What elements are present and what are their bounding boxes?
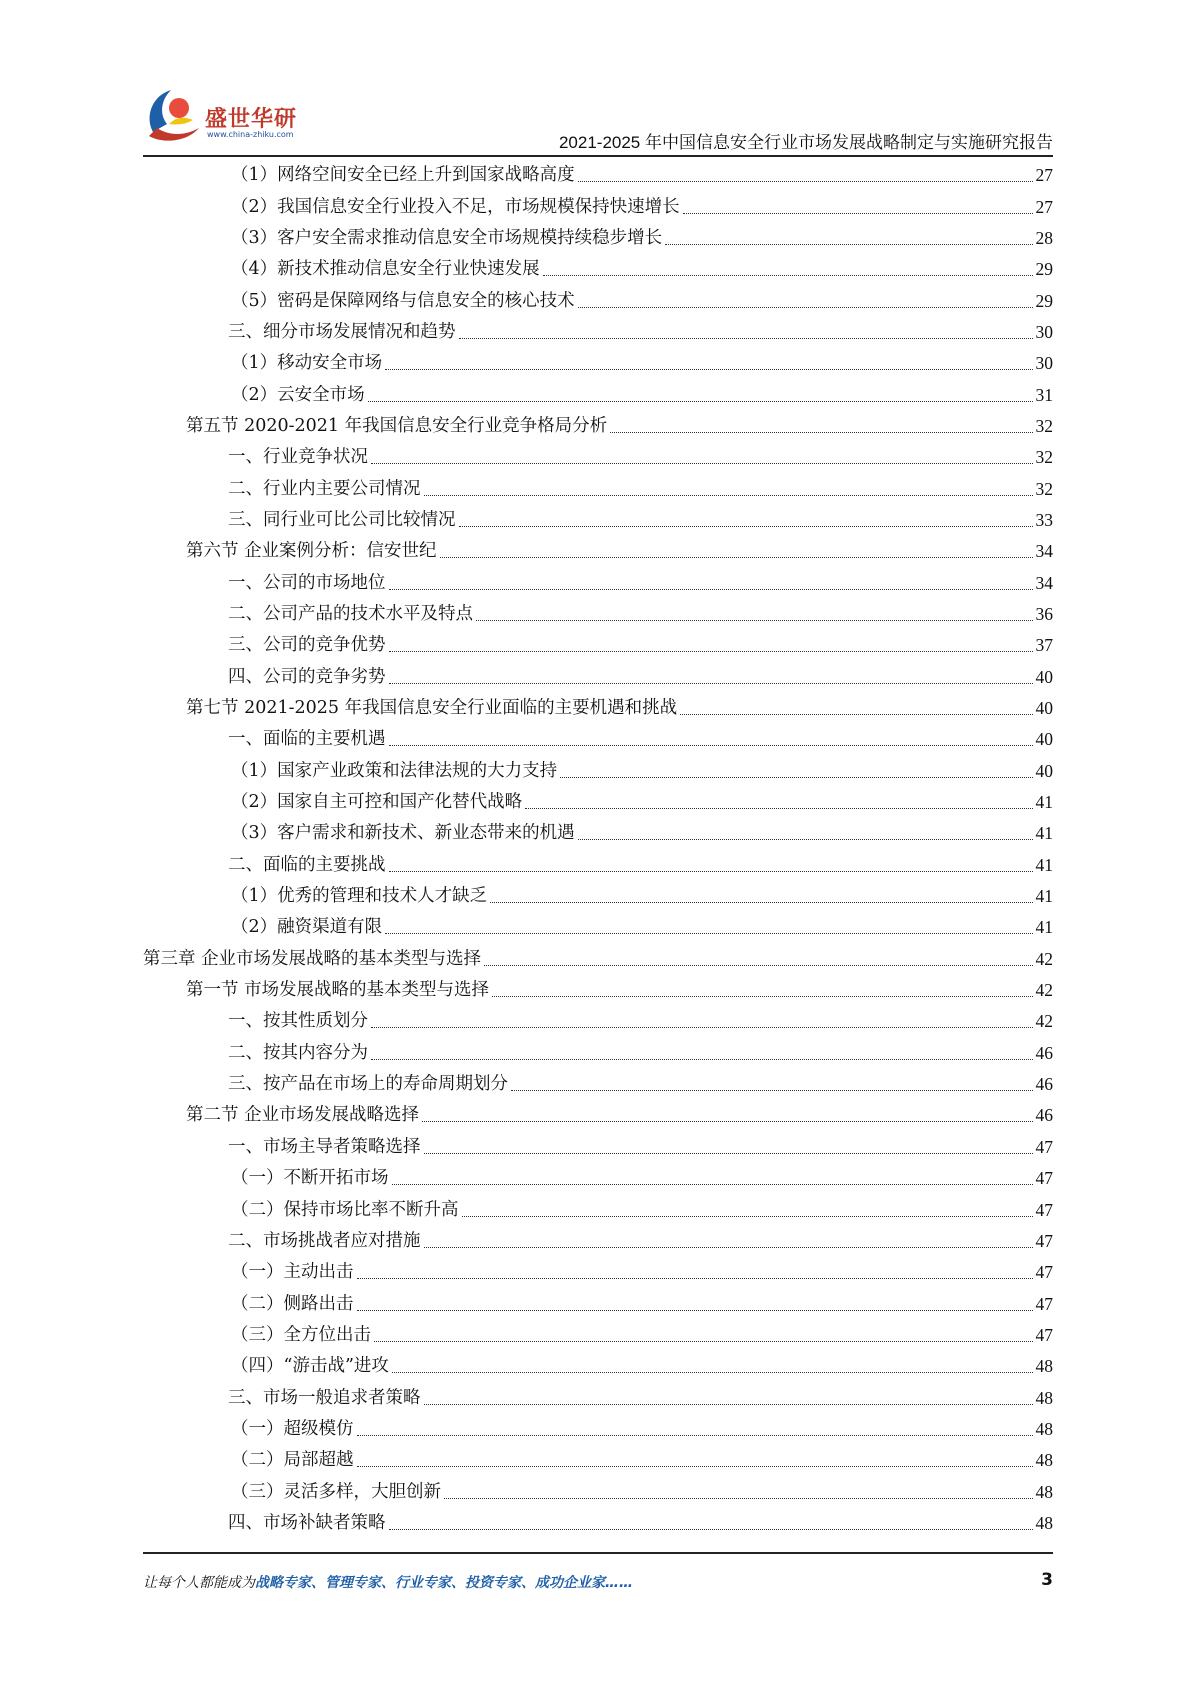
toc-entry-label: （一）不断开拓市场 bbox=[231, 1168, 389, 1189]
toc-leader-dots bbox=[543, 275, 1033, 276]
toc-entry-page: 41 bbox=[1035, 854, 1053, 875]
toc-entry-label: （5）密码是保障网络与信息安全的核心技术 bbox=[231, 290, 575, 311]
toc-leader-dots bbox=[490, 902, 1032, 903]
toc-leader-dots bbox=[492, 996, 1032, 997]
toc-entry-label: （1）网络空间安全已经上升到国家战略高度 bbox=[231, 165, 575, 186]
toc-leader-dots bbox=[578, 181, 1033, 182]
toc-entry-label: （4）新技术推动信息安全行业快速发展 bbox=[231, 259, 540, 280]
toc-entry-label: 第二节 企业市场发展战略选择 bbox=[186, 1105, 420, 1126]
toc-entry-page: 46 bbox=[1035, 1042, 1053, 1063]
toc-leader-dots bbox=[385, 933, 1032, 934]
toc-entry-page: 34 bbox=[1035, 572, 1053, 593]
toc-leader-dots bbox=[389, 683, 1033, 684]
toc-leader-dots bbox=[368, 401, 1033, 402]
toc-entry-label: 四、公司的竞争劣势 bbox=[228, 666, 386, 687]
toc-entry-label: （2）云安全市场 bbox=[231, 384, 365, 405]
toc-leader-dots bbox=[357, 1278, 1033, 1279]
toc-leader-dots bbox=[459, 338, 1033, 339]
toc-entry-page: 40 bbox=[1035, 698, 1053, 719]
table-of-contents bbox=[143, 160, 1053, 1539]
toc-entry-page: 48 bbox=[1035, 1512, 1053, 1533]
toc-entry-label: （2）融资渠道有限 bbox=[231, 917, 383, 938]
toc-entry[interactable] bbox=[143, 662, 1053, 693]
toc-entry-page: 47 bbox=[1035, 1324, 1053, 1345]
toc-entry-label: 三、同行业可比公司比较情况 bbox=[228, 509, 456, 530]
toc-leader-dots bbox=[357, 1310, 1033, 1311]
toc-entry-page: 41 bbox=[1035, 917, 1053, 938]
toc-entry-label: （2）我国信息安全行业投入不足，市场规模保持快速增长 bbox=[231, 196, 680, 217]
toc-entry-page: 27 bbox=[1035, 196, 1053, 217]
toc-entry[interactable] bbox=[143, 1288, 1053, 1319]
page-header bbox=[143, 84, 1053, 154]
toc-entry-page: 47 bbox=[1035, 1262, 1053, 1283]
toc-leader-dots bbox=[680, 714, 1032, 715]
toc-entry[interactable] bbox=[143, 567, 1053, 598]
toc-entry-page: 34 bbox=[1035, 541, 1053, 562]
toc-entry-page: 42 bbox=[1035, 980, 1053, 1001]
toc-entry-label: 二、面临的主要挑战 bbox=[228, 854, 386, 875]
toc-entry-label: （三）灵活多样，大胆创新 bbox=[231, 1481, 441, 1502]
toc-entry[interactable] bbox=[143, 1006, 1053, 1037]
footer-slogan-prefix: 让每个人都能成为 bbox=[143, 1575, 255, 1591]
toc-entry-label: 一、面临的主要机遇 bbox=[228, 729, 386, 750]
toc-entry[interactable] bbox=[143, 505, 1053, 536]
toc-leader-dots bbox=[371, 463, 1033, 464]
toc-entry-page: 41 bbox=[1035, 886, 1053, 907]
toc-entry-label: （三）全方位出击 bbox=[231, 1324, 371, 1345]
toc-entry-page: 30 bbox=[1035, 353, 1053, 374]
toc-leader-dots bbox=[511, 1090, 1033, 1091]
toc-entry-label: （四）“游击战”进攻 bbox=[231, 1356, 389, 1377]
toc-entry[interactable] bbox=[143, 975, 1053, 1006]
toc-entry-page: 46 bbox=[1035, 1074, 1053, 1095]
toc-entry-page: 42 bbox=[1035, 1011, 1053, 1032]
toc-entry[interactable] bbox=[143, 693, 1053, 724]
toc-leader-dots bbox=[424, 495, 1033, 496]
toc-leader-dots bbox=[476, 620, 1033, 621]
toc-entry-label: 三、按产品在市场上的寿命周期划分 bbox=[228, 1074, 508, 1095]
toc-entry[interactable] bbox=[143, 317, 1053, 348]
logo-emblem-icon bbox=[143, 84, 207, 146]
toc-leader-dots bbox=[525, 808, 1032, 809]
toc-entry-page: 48 bbox=[1035, 1387, 1053, 1408]
toc-entry-label: （3）客户安全需求推动信息安全市场规模持续稳步增长 bbox=[231, 227, 663, 248]
toc-leader-dots bbox=[578, 839, 1033, 840]
toc-entry[interactable] bbox=[143, 850, 1053, 881]
toc-entry-page: 48 bbox=[1035, 1356, 1053, 1377]
toc-leader-dots bbox=[424, 1153, 1033, 1154]
toc-entry[interactable] bbox=[143, 1414, 1053, 1445]
toc-leader-dots bbox=[424, 1404, 1033, 1405]
toc-entry-page: 41 bbox=[1035, 823, 1053, 844]
toc-entry[interactable] bbox=[143, 536, 1053, 567]
toc-entry[interactable] bbox=[143, 1508, 1053, 1539]
toc-leader-dots bbox=[424, 1247, 1033, 1248]
logo-text: 盛世华研 bbox=[205, 107, 298, 132]
toc-entry-label: 第五节 2020-2021 年我国信息安全行业竞争格局分析 bbox=[186, 415, 608, 436]
page-number: 3 bbox=[1041, 1570, 1053, 1590]
page-footer bbox=[143, 1572, 1053, 1596]
footer-slogan bbox=[143, 1572, 633, 1592]
toc-entry-page: 47 bbox=[1035, 1293, 1053, 1314]
toc-entry-page: 31 bbox=[1035, 384, 1053, 405]
toc-entry-page: 48 bbox=[1035, 1450, 1053, 1471]
toc-leader-dots bbox=[610, 432, 1032, 433]
toc-leader-dots bbox=[560, 777, 1032, 778]
toc-leader-dots bbox=[665, 244, 1032, 245]
toc-entry-page: 29 bbox=[1035, 259, 1053, 280]
footer-slogan-highlight: 战略专家、管理专家、行业专家、投资专家、成功企业家…… bbox=[255, 1575, 633, 1591]
toc-entry[interactable] bbox=[143, 191, 1053, 222]
toc-leader-dots bbox=[683, 213, 1033, 214]
toc-entry-label: 三、公司的竞争优势 bbox=[228, 635, 386, 656]
toc-entry[interactable] bbox=[143, 1445, 1053, 1476]
toc-entry[interactable] bbox=[143, 160, 1053, 191]
toc-leader-dots bbox=[444, 1498, 1033, 1499]
toc-entry-page: 40 bbox=[1035, 729, 1053, 750]
logo-url: www.china-zhiku.com bbox=[207, 130, 294, 139]
toc-entry-label: （3）客户需求和新技术、新业态带来的机遇 bbox=[231, 823, 575, 844]
toc-entry[interactable] bbox=[143, 1194, 1053, 1225]
toc-entry-label: （一）主动出击 bbox=[231, 1262, 354, 1283]
toc-entry-page: 32 bbox=[1035, 415, 1053, 436]
toc-entry[interactable] bbox=[143, 1132, 1053, 1163]
toc-entry[interactable] bbox=[143, 599, 1053, 630]
toc-entry-label: 一、按其性质划分 bbox=[228, 1011, 368, 1032]
toc-entry[interactable] bbox=[143, 348, 1053, 379]
toc-entry[interactable] bbox=[143, 285, 1053, 316]
toc-entry-page: 47 bbox=[1035, 1168, 1053, 1189]
toc-entry-page: 48 bbox=[1035, 1481, 1053, 1502]
toc-entry[interactable] bbox=[143, 1382, 1053, 1413]
toc-entry-label: 一、市场主导者策略选择 bbox=[228, 1136, 421, 1157]
toc-entry-label: 第三章 企业市场发展战略的基本类型与选择 bbox=[143, 948, 482, 969]
toc-entry[interactable] bbox=[143, 1476, 1053, 1507]
toc-entry-page: 41 bbox=[1035, 792, 1053, 813]
toc-entry[interactable] bbox=[143, 756, 1053, 787]
toc-leader-dots bbox=[371, 1059, 1033, 1060]
toc-leader-dots bbox=[484, 965, 1032, 966]
toc-entry[interactable] bbox=[143, 379, 1053, 410]
toc-entry-label: （一）超级模仿 bbox=[231, 1418, 354, 1439]
toc-leader-dots bbox=[392, 1372, 1033, 1373]
toc-entry[interactable] bbox=[143, 881, 1053, 912]
toc-entry-label: 一、行业竞争状况 bbox=[228, 447, 368, 468]
toc-entry-page: 36 bbox=[1035, 603, 1053, 624]
toc-entry[interactable] bbox=[143, 724, 1053, 755]
toc-entry[interactable] bbox=[143, 1257, 1053, 1288]
toc-entry[interactable] bbox=[143, 223, 1053, 254]
toc-leader-dots bbox=[422, 1121, 1032, 1122]
toc-entry[interactable] bbox=[143, 1100, 1053, 1131]
toc-entry-page: 32 bbox=[1035, 447, 1053, 468]
report-title: 2021-2025 年中国信息安全行业市场发展战略制定与实施研究报告 bbox=[558, 133, 1053, 152]
header-divider bbox=[143, 155, 1053, 157]
toc-entry-label: 二、行业内主要公司情况 bbox=[228, 478, 421, 499]
toc-entry-page: 40 bbox=[1035, 760, 1053, 781]
toc-entry-page: 42 bbox=[1035, 948, 1053, 969]
toc-entry-label: （二）保持市场比率不断升高 bbox=[231, 1199, 459, 1220]
toc-entry-label: 第七节 2021-2025 年我国信息安全行业面临的主要机遇和挑战 bbox=[186, 698, 678, 719]
toc-entry-label: 二、按其内容分为 bbox=[228, 1042, 368, 1063]
toc-leader-dots bbox=[389, 745, 1033, 746]
toc-leader-dots bbox=[374, 1341, 1033, 1342]
toc-entry-page: 47 bbox=[1035, 1230, 1053, 1251]
toc-leader-dots bbox=[357, 1466, 1033, 1467]
toc-entry[interactable] bbox=[143, 630, 1053, 661]
toc-entry[interactable] bbox=[143, 473, 1053, 504]
toc-leader-dots bbox=[357, 1435, 1033, 1436]
toc-entry[interactable] bbox=[143, 818, 1053, 849]
toc-entry-label: （1）优秀的管理和技术人才缺乏 bbox=[231, 886, 488, 907]
footer-divider bbox=[143, 1552, 1053, 1554]
toc-entry[interactable] bbox=[143, 1226, 1053, 1257]
toc-leader-dots bbox=[459, 526, 1033, 527]
toc-entry-page: 27 bbox=[1035, 165, 1053, 186]
toc-entry-label: （2）国家自主可控和国产化替代战略 bbox=[231, 792, 523, 813]
toc-entry-page: 28 bbox=[1035, 227, 1053, 248]
toc-entry-page: 48 bbox=[1035, 1418, 1053, 1439]
toc-entry[interactable] bbox=[143, 944, 1053, 975]
toc-leader-dots bbox=[385, 369, 1032, 370]
company-logo bbox=[143, 84, 323, 150]
toc-entry-page: 46 bbox=[1035, 1105, 1053, 1126]
toc-entry[interactable] bbox=[143, 1038, 1053, 1069]
toc-entry[interactable] bbox=[143, 1069, 1053, 1100]
toc-entry-page: 47 bbox=[1035, 1136, 1053, 1157]
toc-entry[interactable] bbox=[143, 442, 1053, 473]
toc-entry[interactable] bbox=[143, 254, 1053, 285]
toc-entry-page: 29 bbox=[1035, 290, 1053, 311]
toc-entry-label: 三、细分市场发展情况和趋势 bbox=[228, 321, 456, 342]
toc-entry-page: 47 bbox=[1035, 1199, 1053, 1220]
toc-leader-dots bbox=[389, 589, 1033, 590]
toc-entry-label: 二、公司产品的技术水平及特点 bbox=[228, 603, 473, 624]
toc-entry-label: 第六节 企业案例分析：信安世纪 bbox=[186, 541, 437, 562]
toc-entry[interactable] bbox=[143, 787, 1053, 818]
toc-entry-label: （二）侧路出击 bbox=[231, 1293, 354, 1314]
toc-entry-page: 33 bbox=[1035, 509, 1053, 530]
toc-leader-dots bbox=[440, 557, 1033, 558]
toc-entry[interactable] bbox=[143, 411, 1053, 442]
toc-entry-label: 一、公司的市场地位 bbox=[228, 572, 386, 593]
toc-entry[interactable] bbox=[143, 912, 1053, 943]
toc-leader-dots bbox=[578, 307, 1033, 308]
toc-entry-page: 37 bbox=[1035, 635, 1053, 656]
toc-leader-dots bbox=[389, 1529, 1033, 1530]
toc-entry-page: 30 bbox=[1035, 321, 1053, 342]
toc-entry[interactable] bbox=[143, 1351, 1053, 1382]
toc-entry-page: 32 bbox=[1035, 478, 1053, 499]
toc-entry[interactable] bbox=[143, 1163, 1053, 1194]
toc-leader-dots bbox=[371, 1027, 1033, 1028]
toc-entry-label: 四、市场补缺者策略 bbox=[228, 1512, 386, 1533]
toc-entry-label: （二）局部超越 bbox=[231, 1450, 354, 1471]
toc-entry[interactable] bbox=[143, 1320, 1053, 1351]
toc-leader-dots bbox=[462, 1216, 1033, 1217]
toc-entry-label: 第一节 市场发展战略的基本类型与选择 bbox=[186, 980, 490, 1001]
toc-leader-dots bbox=[392, 1184, 1033, 1185]
toc-entry-label: （1）移动安全市场 bbox=[231, 353, 383, 374]
toc-entry-label: （1）国家产业政策和法律法规的大力支持 bbox=[231, 760, 558, 781]
toc-leader-dots bbox=[389, 651, 1033, 652]
toc-entry-label: 三、市场一般追求者策略 bbox=[228, 1387, 421, 1408]
toc-entry-label: 二、市场挑战者应对措施 bbox=[228, 1230, 421, 1251]
toc-entry-page: 40 bbox=[1035, 666, 1053, 687]
toc-leader-dots bbox=[389, 871, 1033, 872]
